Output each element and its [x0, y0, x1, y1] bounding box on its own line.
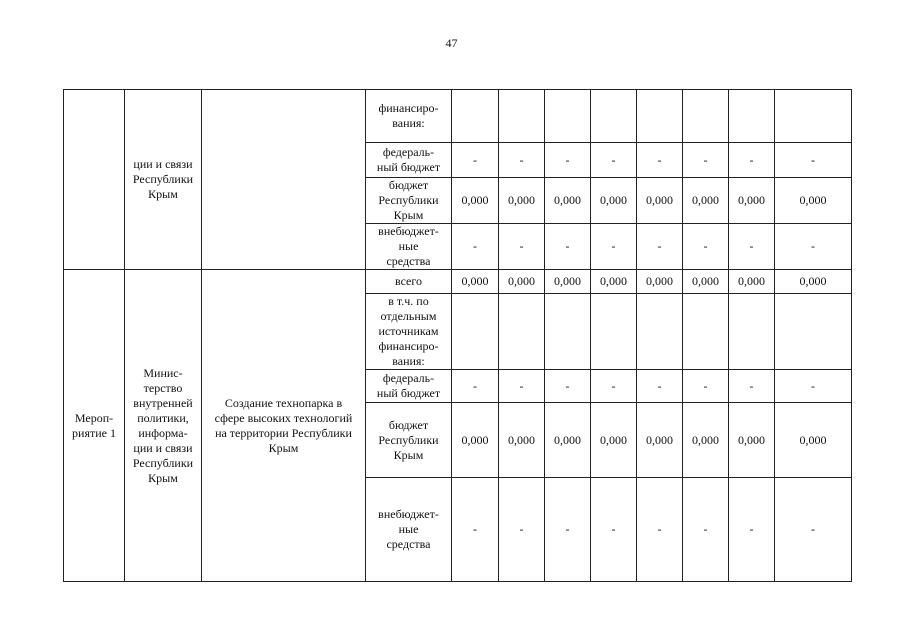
value-cell: 0,000: [729, 270, 775, 294]
value-cell: [499, 294, 545, 370]
value-cell: 0,000: [775, 270, 852, 294]
value-cell: -: [729, 370, 775, 403]
value-cell: -: [499, 478, 545, 582]
value-cell: 0,000: [545, 270, 591, 294]
value-cell: -: [729, 478, 775, 582]
value-cell: 0,000: [775, 178, 852, 224]
value-cell: 0,000: [729, 178, 775, 224]
funding-source-cell: федераль- ный бюджет: [366, 143, 452, 178]
value-cell: [452, 294, 499, 370]
value-cell: [499, 90, 545, 143]
value-cell: 0,000: [499, 270, 545, 294]
value-cell: -: [452, 370, 499, 403]
budget-table: [63, 89, 852, 582]
value-cell: 0,000: [637, 178, 683, 224]
value-cell: [729, 294, 775, 370]
value-cell: -: [591, 370, 637, 403]
funding-source-cell: в т.ч. по отдельным источникам финансиро- вания:: [366, 294, 452, 370]
funding-source-cell: федераль- ный бюджет: [366, 370, 452, 403]
value-cell: 0,000: [683, 178, 729, 224]
value-cell: [545, 90, 591, 143]
value-cell: -: [775, 143, 852, 178]
value-cell: 0,000: [775, 403, 852, 478]
value-cell: 0,000: [683, 403, 729, 478]
funding-source-cell: внебюджет- ные средства: [366, 224, 452, 270]
measure-label-cell: [64, 90, 125, 270]
value-cell: -: [452, 143, 499, 178]
value-cell: -: [545, 224, 591, 270]
value-cell: [775, 294, 852, 370]
value-cell: -: [683, 370, 729, 403]
table-row: [64, 270, 852, 294]
value-cell: 0,000: [545, 178, 591, 224]
value-cell: -: [499, 143, 545, 178]
funding-source-cell: бюджет Республики Крым: [366, 403, 452, 478]
value-cell: -: [637, 478, 683, 582]
measure-name-cell: [202, 90, 366, 270]
value-cell: -: [545, 143, 591, 178]
value-cell: -: [499, 224, 545, 270]
value-cell: -: [775, 370, 852, 403]
value-cell: -: [729, 143, 775, 178]
value-cell: [591, 90, 637, 143]
value-cell: -: [637, 224, 683, 270]
funding-source-cell: бюджет Республики Крым: [366, 178, 452, 224]
funding-source-cell: всего: [366, 270, 452, 294]
value-cell: 0,000: [499, 178, 545, 224]
value-cell: 0,000: [591, 178, 637, 224]
value-cell: 0,000: [729, 403, 775, 478]
value-cell: -: [452, 478, 499, 582]
value-cell: 0,000: [637, 270, 683, 294]
funding-source-cell: внебюджет- ные средства: [366, 478, 452, 582]
value-cell: -: [775, 224, 852, 270]
value-cell: [729, 90, 775, 143]
value-cell: 0,000: [452, 270, 499, 294]
measure-name-cell: Создание технопарка в сфере высоких технологий на территории Республики Крым: [202, 270, 366, 582]
measure-label-cell: Мероп- риятие 1: [64, 270, 125, 582]
value-cell: -: [729, 224, 775, 270]
funding-source-cell: финансиро- вания:: [366, 90, 452, 143]
value-cell: [452, 90, 499, 143]
value-cell: -: [683, 143, 729, 178]
value-cell: -: [591, 478, 637, 582]
value-cell: [637, 294, 683, 370]
page-number: 47: [445, 36, 458, 50]
value-cell: -: [545, 370, 591, 403]
value-cell: 0,000: [637, 403, 683, 478]
value-cell: -: [452, 224, 499, 270]
value-cell: [683, 294, 729, 370]
executor-cell: ции и связи Республики Крым: [125, 90, 202, 270]
value-cell: [775, 90, 852, 143]
value-cell: 0,000: [683, 270, 729, 294]
value-cell: 0,000: [499, 403, 545, 478]
value-cell: [545, 294, 591, 370]
value-cell: [683, 90, 729, 143]
value-cell: -: [683, 224, 729, 270]
value-cell: 0,000: [591, 270, 637, 294]
table-row: [64, 90, 852, 143]
value-cell: [591, 294, 637, 370]
value-cell: 0,000: [591, 403, 637, 478]
value-cell: 0,000: [545, 403, 591, 478]
value-cell: -: [499, 370, 545, 403]
value-cell: -: [637, 370, 683, 403]
value-cell: 0,000: [452, 403, 499, 478]
value-cell: -: [637, 143, 683, 178]
value-cell: -: [591, 224, 637, 270]
value-cell: -: [545, 478, 591, 582]
value-cell: [637, 90, 683, 143]
value-cell: -: [683, 478, 729, 582]
value-cell: -: [591, 143, 637, 178]
executor-cell: Минис- терство внутренней политики, информа- ции и связи Республики Крым: [125, 270, 202, 582]
value-cell: -: [775, 478, 852, 582]
value-cell: 0,000: [452, 178, 499, 224]
